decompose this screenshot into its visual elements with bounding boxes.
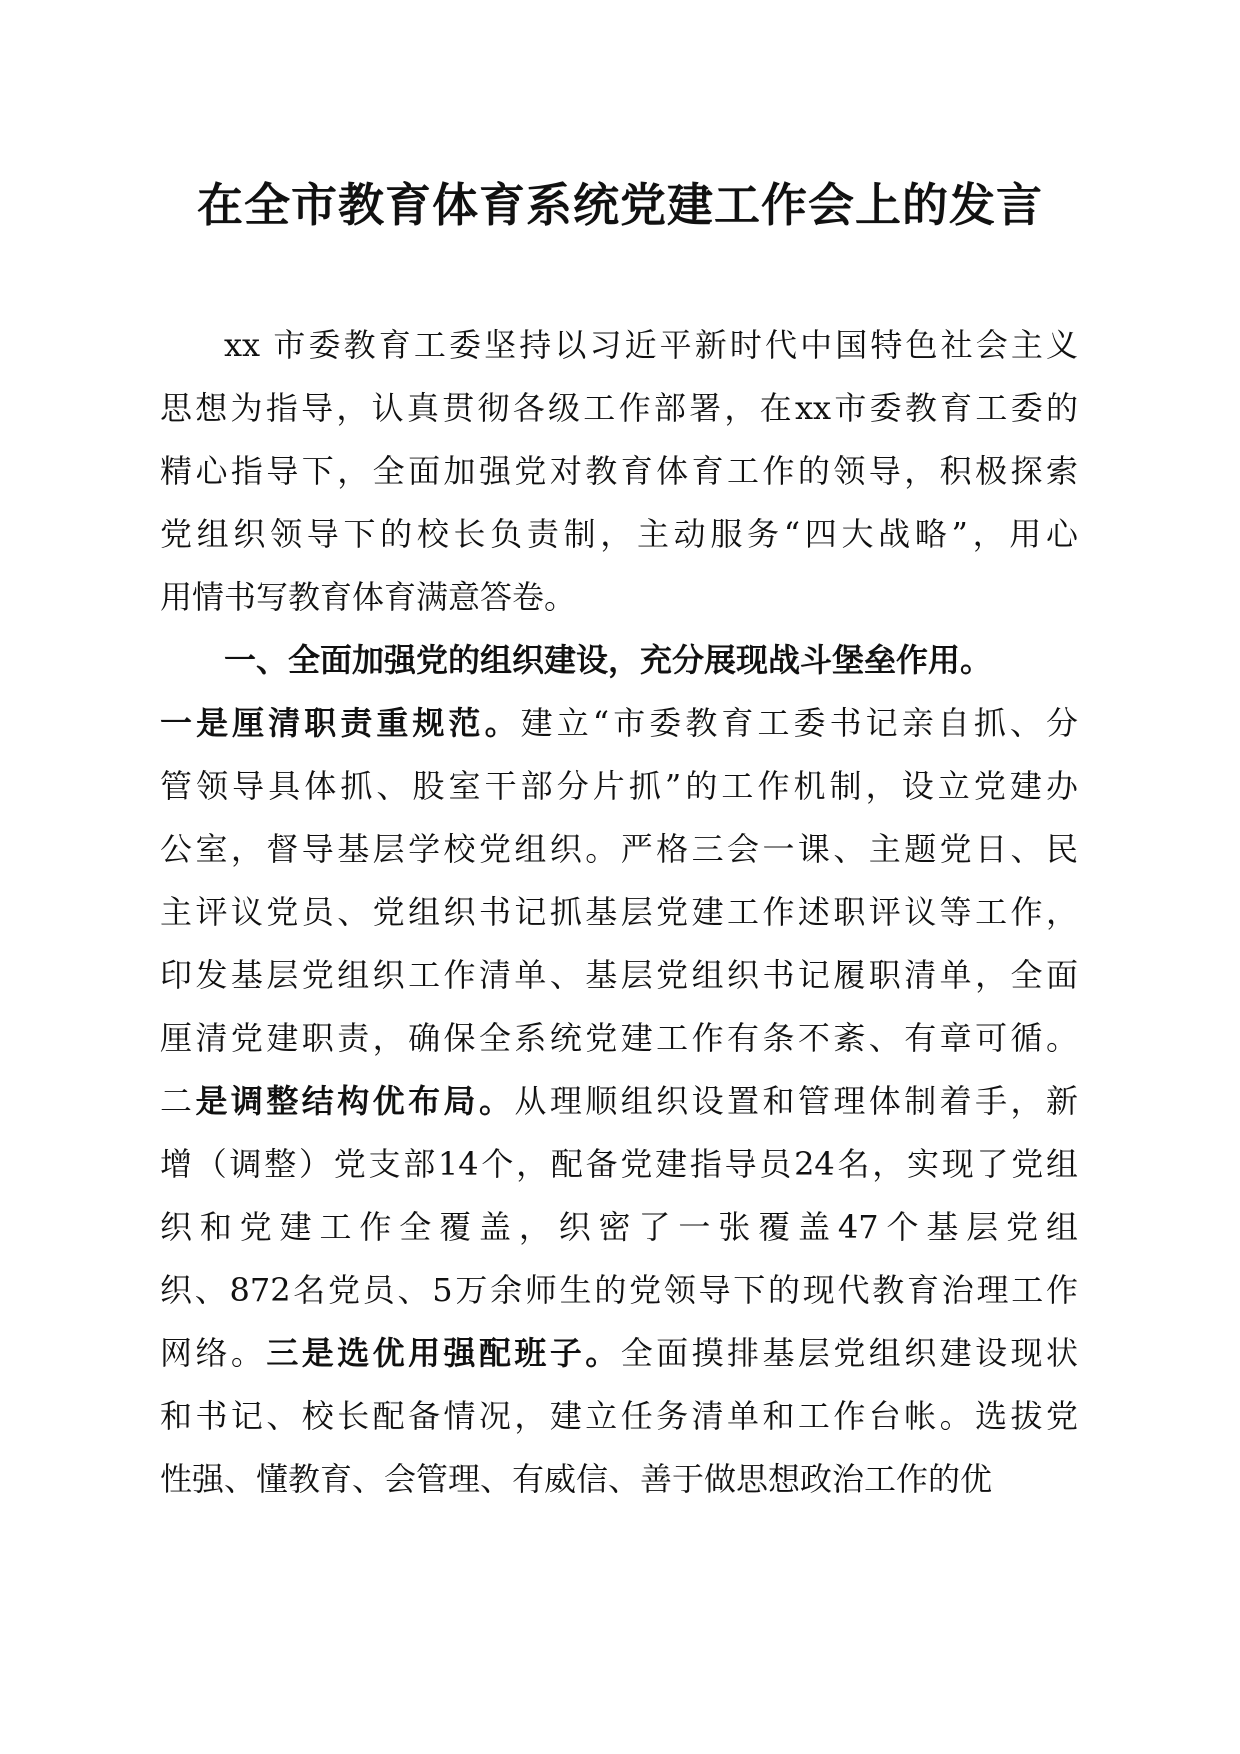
text-run: 用情书写教育体育满意答卷。 xyxy=(160,578,577,616)
text-line xyxy=(160,1196,1078,1259)
text-run: 和书记、校长配备情况，建立任务清单和工作台帐。选拔党 xyxy=(160,1397,1078,1435)
text-run: 建立“市委教育工委书记亲自抓、分 xyxy=(520,704,1078,742)
text-line xyxy=(160,944,1078,1007)
text-line xyxy=(160,1133,1078,1196)
text-line xyxy=(160,314,1078,377)
text-run: 管领导具体抓、股室干部分片抓”的工作机制，设立党建办 xyxy=(160,767,1078,805)
text-run: 厘清党建职责，确保全系统党建工作有条不紊、有章可循。 xyxy=(160,1019,1078,1057)
text-line xyxy=(160,1385,1078,1448)
text-line xyxy=(160,1448,1078,1511)
text-line xyxy=(160,1322,1078,1385)
text-run: xx 市委教育工委坚持以习近平新时代中国特色社会主义 xyxy=(224,326,1078,364)
text-run: 主评议党员、党组织书记抓基层党建工作述职评议等工作， xyxy=(160,893,1078,931)
text-run: 二 xyxy=(160,1082,196,1120)
bold-text-run: 三是选优用强配班子。 xyxy=(266,1334,621,1372)
text-line xyxy=(160,503,1078,566)
text-run: 网络。 xyxy=(160,1334,267,1372)
text-line xyxy=(160,377,1078,440)
text-run: 织、872名党员、5万余师生的党领导下的现代教育治理工作 xyxy=(160,1271,1078,1309)
text-run: 从理顺组织设置和管理体制着手，新 xyxy=(514,1082,1078,1120)
document-body xyxy=(160,314,1078,1511)
text-line xyxy=(160,566,1078,629)
text-run: 思想为指导，认真贯彻各级工作部署，在xx市委教育工委的 xyxy=(160,389,1078,427)
text-line xyxy=(160,755,1078,818)
text-run: 印发基层党组织工作清单、基层党组织书记履职清单，全面 xyxy=(160,956,1078,994)
text-line xyxy=(160,1007,1078,1070)
text-run: 性强、懂教育、会管理、有威信、善于做思想政治工作的优 xyxy=(160,1460,993,1498)
text-run: 公室，督导基层学校党组织。严格三会一课、主题党日、民 xyxy=(160,830,1078,868)
text-line xyxy=(160,818,1078,881)
document-title: 在全市教育体育系统党建工作会上的发言 xyxy=(197,178,1043,232)
text-run: 织和党建工作全覆盖，织密了一张覆盖47个基层党组 xyxy=(160,1208,1078,1246)
text-line xyxy=(160,440,1078,503)
text-run: 增（调整）党支部14个，配备党建指导员24名，实现了党组 xyxy=(160,1145,1078,1183)
text-run: 精心指导下，全面加强党对教育体育工作的领导，积极探索 xyxy=(160,452,1078,490)
bold-text-run: 一是厘清职责重规范。 xyxy=(160,704,521,742)
text-line xyxy=(160,881,1078,944)
text-run: 党组织领导下的校长负责制，主动服务“四大战略”，用心 xyxy=(160,515,1078,553)
text-line xyxy=(160,629,1078,692)
bold-text-run: 一、全面加强党的组织建设，充分展现战斗堡垒作用。 xyxy=(224,641,993,679)
text-line xyxy=(160,1259,1078,1322)
text-run: 全面摸排基层党组织建设现状 xyxy=(620,1334,1078,1372)
bold-text-run: 是调整结构优布局。 xyxy=(195,1082,515,1120)
text-line xyxy=(160,1070,1078,1133)
text-line xyxy=(160,692,1078,755)
